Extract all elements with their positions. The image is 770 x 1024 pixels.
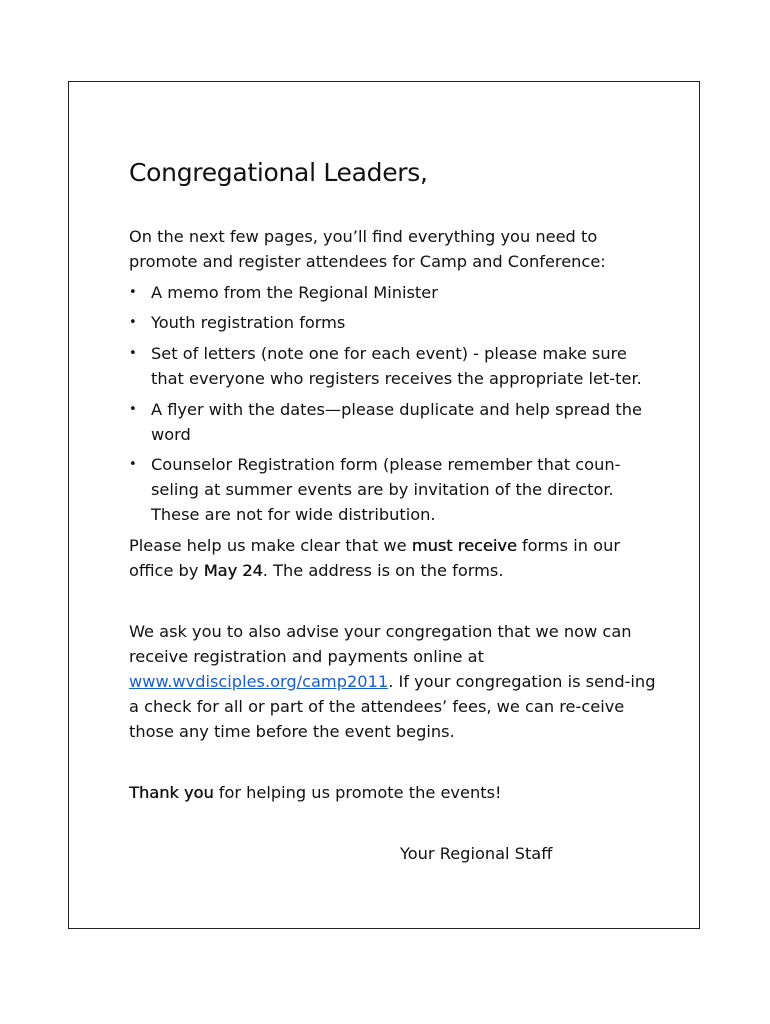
- list-item: • Counselor Registration form (please remember that coun-seling at summer events are by invitation of the director. These are not for wide distribution.: [129, 453, 664, 527]
- deadline-text-3: . The address is on the forms.: [262, 560, 504, 580]
- letter-body: [129, 158, 664, 863]
- thanks-emphasis: Thank you: [129, 783, 214, 803]
- deadline-emphasis: must receive: [411, 535, 517, 555]
- intro-paragraph: On the next few pages, you’ll find everything you need to promote and register attendees for Camp and Conference:: [129, 227, 606, 271]
- list-item: • Youth registration forms: [129, 311, 664, 336]
- deadline-date: May 24: [203, 560, 263, 580]
- list-item: • Set of letters (note one for each event) - please make sure that everyone who registers receives the appropriate let-ter.: [129, 342, 664, 392]
- deadline-paragraph: [129, 534, 664, 584]
- materials-list: [129, 281, 664, 528]
- list-item: • A memo from the Regional Minister: [129, 281, 664, 306]
- deadline-text-2: forms in our office by: [129, 535, 620, 580]
- thanks-text: for helping us promote the events!: [213, 783, 502, 803]
- camp-registration-link[interactable]: www.wvdisciples.org/camp2011: [129, 671, 389, 691]
- page-frame: [68, 81, 700, 929]
- page-title: Congregational Leaders,: [129, 158, 428, 187]
- list-item: • A flyer with the dates—please duplicate and help spread the word: [129, 398, 664, 448]
- deadline-text-1: Please help us make clear that we: [129, 535, 412, 555]
- thanks-paragraph: [129, 781, 664, 806]
- signoff: Your Regional Staff: [400, 844, 553, 864]
- online-text-2: . If your congregation is send-ing a check for all or part of the attendees’ fees, we can re-ceive those any time before the event begins.: [129, 671, 656, 741]
- online-text-1: We ask you to also advise your congregation that we now can receive registration and payments online at: [129, 622, 632, 667]
- online-paragraph: [129, 620, 664, 744]
